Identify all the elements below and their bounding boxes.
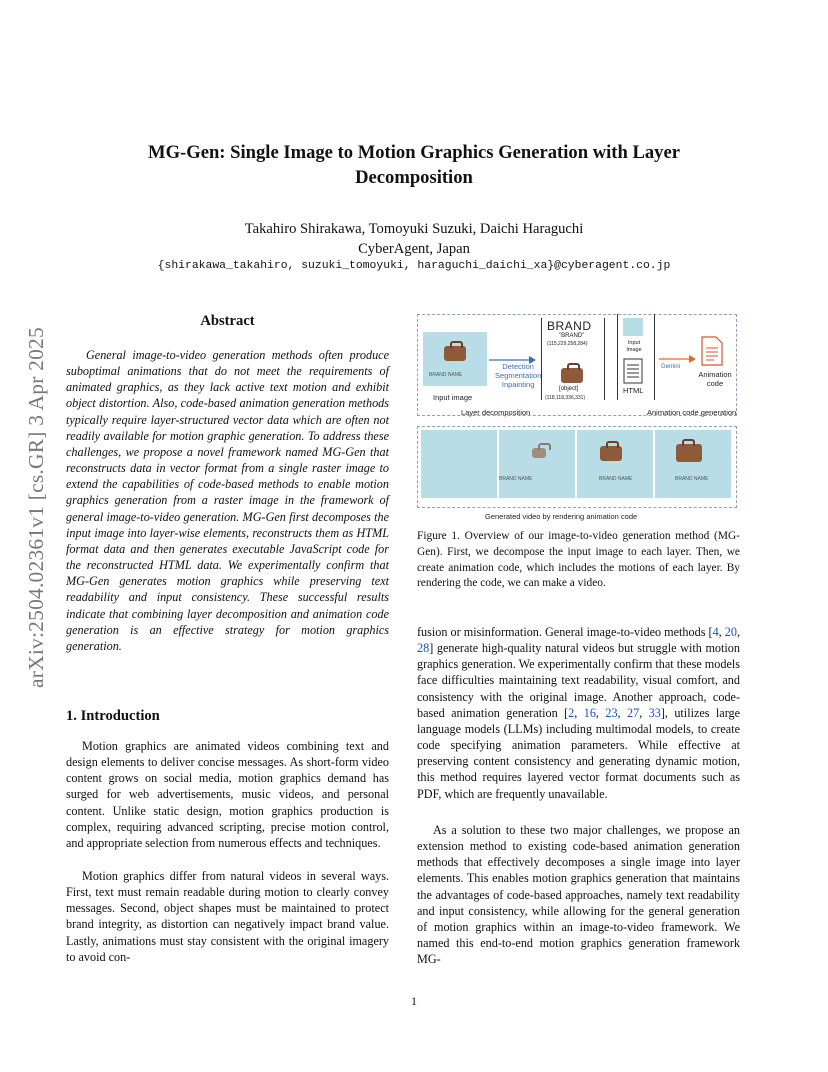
p1-text-a: fusion or misinformation. General image-to-video methods [ — [417, 625, 713, 639]
citation-link[interactable]: 28 — [417, 641, 430, 656]
citation-link[interactable]: 16 — [583, 705, 596, 720]
input-image-small-label: Input Image — [626, 340, 642, 353]
video-frame-3 — [577, 430, 653, 498]
frame-4-brand-name: BRAND NAME — [675, 476, 709, 482]
citation-separator: , — [718, 625, 725, 639]
citation-separator: , — [639, 705, 649, 720]
object-layer-suitcase-icon — [561, 368, 583, 383]
affiliation: CyberAgent, Japan — [358, 241, 470, 257]
video-frame-2 — [499, 430, 575, 498]
brand-layer-coords: (115,229,258,284) — [547, 341, 588, 347]
citation-link[interactable]: 20 — [724, 625, 737, 639]
citation-link[interactable]: 27 — [627, 705, 640, 720]
p1-text-b: ] generate high-quality natural videos but struggle with motion graphics generation. We experimentally confirm that these models face difficulties maintaining text readability, visual comfort, and consistency with the original image. Another approach, code-based animation generation [ — [417, 641, 741, 720]
arxiv-stamp — [14, 292, 58, 722]
author-names: Takahiro Shirakawa, Tomoyuki Suzuki, Daichi Haraguchi — [244, 221, 584, 237]
frame-2-brand-name: BRAND NAME — [499, 476, 533, 482]
citation-separator: , — [595, 705, 606, 720]
gemini-arrow-icon — [657, 354, 697, 364]
figure-1-caption: Figure 1. Overview of our image-to-video generation method (MG-Gen). First, we decompose the input image to each layer. Then, we create animation code, which includes the motions of each layer. By rendering the code, we can make a video. — [417, 530, 740, 590]
figure-1 — [417, 310, 739, 525]
html-bracket — [617, 314, 655, 400]
p1-text-c: ], utilizes large language models (LLMs) including multimodal models, to create code specifying animation parameters. While effective at preserving content consistency and generating dynamic motion, this method requires layered vector format documents such as PDF, which are frequently unavailable. — [417, 705, 741, 801]
pipeline-steps — [495, 362, 541, 389]
intro-paragraph-1: Motion graphics are animated videos combining text and design elements to deliver concise messages. As short-form video content grows on social media, motion graphics demand has surged for web advertisements, music videos, and personal content. Unlike static design, motion graphics production is complex, requiring advanced scripting, precise motion control, and appropriate selection from numerous effects and techniques. — [66, 739, 389, 850]
step-inpainting: Inpainting — [501, 380, 535, 389]
citation-separator: , — [574, 705, 584, 720]
page-number: 1 — [411, 994, 417, 1008]
animation-code-label: Animation code — [698, 370, 732, 388]
object-layer-coords: (118,118,336,331) — [545, 395, 586, 401]
citation-link[interactable]: 4 — [712, 625, 719, 639]
video-frame-1 — [421, 430, 497, 498]
intro-paragraph-2: Motion graphics differ from natural videos in several ways. First, text must remain readable during motion to clearly convey messages. Second, object shapes must be maintained to protect brand integrity, as distortion can negatively impact brand value. Lastly, animations must stay consistent with the original imagery to avoid con- — [66, 869, 389, 964]
suitcase-icon — [444, 346, 466, 361]
object-layer-label: [object] — [559, 386, 579, 392]
right-paragraph-1 — [417, 624, 740, 802]
step-detection: Detection — [502, 362, 534, 371]
input-image-thumbnail — [423, 332, 487, 386]
paper-title: MG-Gen: Single Image to Motion Graphics Generation with Layer Decomposition — [148, 142, 680, 188]
step-segmentation: Segmentation — [495, 371, 542, 380]
citation-link[interactable]: 23 — [605, 705, 618, 720]
frame-2-suitcase-icon — [532, 448, 546, 458]
author-block — [100, 219, 728, 259]
frame-3-brand-name: BRAND NAME — [599, 476, 633, 482]
layer-decomposition-label: Layer decomposition — [461, 408, 531, 417]
code-file-icon — [700, 336, 724, 366]
frame-4-suitcase-icon — [676, 444, 702, 462]
arxiv-stamp-text: arXiv:2504.02361v1 [cs.GR] 3 Apr 2025 — [23, 326, 48, 688]
gemini-label: Gemini — [661, 364, 681, 370]
html-label: HTML — [623, 386, 644, 395]
abstract-text: General image-to-video generation methods often produce suboptimal animations that do not meet the requirements of animated graphics, as they lack active text motion and exhibit object distortion. Also, code-based animation generation methods typically require layer-structured vector data which are often not readily available for motion graphic generation. To address these challenges, we propose a novel framework named MG-Gen that reconstructs data in vector format from a single raster image to extend the capabilities of code-based methods to enable motion graphics generation from a raster image in the framework of general image-to-video generation. MG-Gen first decomposes the input image into layer-wise elements, reconstructs them as HTML format data and then generates executable JavaScript code for the reconstructed HTML data. We experimentally confirm that MG-Gen generates motion graphics while preserving text readability and input consistency. These successful results indicate that combining layer decomposition and animation code generation is an effective strategy for motion graphics generation. — [66, 348, 389, 653]
right-paragraph-2: As a solution to these two major challenges, we propose an extension method to existing code-based animation generation methods that effectively decomposes a single image into layer elements. This enables motion graphics generation that maintains the advantages of code-based approaches, namely text readability and input consistency, while allowing for the general generation of motion graphics within an image-to-video framework. We named this end-to-end motion graphics generation framework MG- — [417, 823, 740, 967]
citation-link[interactable]: 33 — [648, 705, 661, 720]
brand-layer-text: BRAND — [547, 319, 592, 333]
author-emails: {shirakawa_takahiro, suzuki_tomoyuki, haraguchi_daichi_xa}@cyberagent.co.jp — [157, 260, 671, 272]
generated-video-label: Generated video by rendering animation code — [485, 512, 638, 521]
brand-layer-quoted: "BRAND" — [559, 333, 585, 339]
citation-separator: , — [617, 705, 627, 720]
frame-3-suitcase-icon — [600, 446, 622, 461]
input-brand-name: BRAND NAME — [429, 372, 463, 378]
input-image-label: Input image — [433, 393, 473, 402]
animation-code-generation-label: Animation code generation — [647, 408, 737, 417]
citation-separator: , — [736, 625, 740, 639]
citation-link[interactable]: 2 — [568, 705, 575, 720]
introduction-heading: 1. Introduction — [66, 708, 160, 724]
video-frame-4 — [655, 430, 731, 498]
abstract-heading: Abstract — [200, 313, 255, 329]
